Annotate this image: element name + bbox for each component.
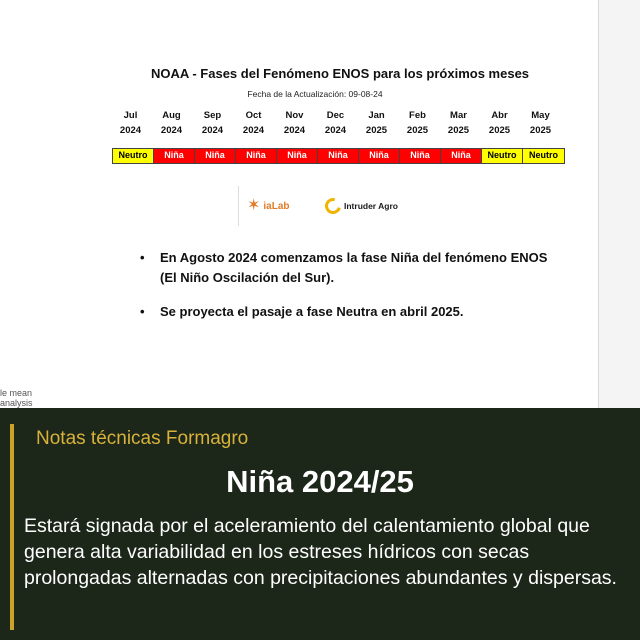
- cropped-caption-line: analysis: [0, 398, 33, 408]
- year-label: 2025: [406, 125, 429, 136]
- bullet-item: [140, 248, 560, 288]
- bullet-text: Se proyecta el pasaje a fase Neutra en abril 2025.: [160, 304, 464, 319]
- bullet-item: [140, 302, 560, 322]
- intruder-logo-text: Intruder Agro: [344, 201, 398, 211]
- month-label: Abr: [491, 110, 508, 121]
- phase-row: [112, 148, 565, 164]
- slide-side-panel: [599, 0, 640, 408]
- ialab-star-icon: ✶: [247, 197, 261, 214]
- month-header-row: [110, 108, 561, 138]
- month-label: Mar: [450, 110, 467, 121]
- month-column: [397, 108, 438, 138]
- intruder-agro-logo: [325, 198, 398, 214]
- year-label: 2025: [488, 125, 511, 136]
- accent-bar: [10, 424, 14, 630]
- month-column: [151, 108, 192, 138]
- panel-title: Niña 2024/25: [226, 464, 414, 499]
- intruder-arc-icon: [322, 195, 344, 217]
- slide-title: NOAA - Fases del Fenómeno ENOS para los próximos meses: [150, 66, 530, 81]
- logos-row: [238, 186, 418, 226]
- month-label: Aug: [162, 110, 181, 121]
- year-label: 2024: [201, 125, 224, 136]
- phase-cell: Niña: [154, 149, 195, 163]
- month-column: [233, 108, 274, 138]
- year-label: 2024: [242, 125, 265, 136]
- year-label: 2024: [119, 125, 142, 136]
- ialab-logo-text: iaLab: [263, 200, 290, 212]
- phase-cell: Neutro: [482, 149, 523, 163]
- ialab-logo: [247, 198, 290, 214]
- month-label: Sep: [203, 110, 222, 121]
- month-column: [110, 108, 151, 138]
- bullet-text: En Agosto 2024 comenzamos la fase Niña del fenómeno ENOS (El Niño Oscilación del Sur).: [160, 250, 548, 285]
- phase-cell: Niña: [318, 149, 359, 163]
- month-label: Dec: [326, 110, 345, 121]
- phase-cell: Niña: [441, 149, 482, 163]
- month-label: Feb: [409, 110, 426, 121]
- year-label: 2025: [365, 125, 388, 136]
- phase-cell: Niña: [359, 149, 400, 163]
- phase-cell: Niña: [277, 149, 318, 163]
- phase-cell: Neutro: [113, 149, 154, 163]
- phase-cell: Niña: [400, 149, 441, 163]
- month-column: [274, 108, 315, 138]
- cropped-caption: [0, 388, 33, 408]
- year-label: 2025: [447, 125, 470, 136]
- year-label: 2025: [529, 125, 552, 136]
- year-label: 2024: [324, 125, 347, 136]
- year-label: 2024: [160, 125, 183, 136]
- month-column: [356, 108, 397, 138]
- update-date: Fecha de la Actualización: 09-08-24: [247, 89, 383, 99]
- month-label: May: [531, 110, 550, 121]
- bullet-list: [140, 248, 560, 336]
- month-column: [192, 108, 233, 138]
- bullet-dot-icon: •: [140, 250, 145, 265]
- bullet-dot-icon: •: [140, 304, 145, 319]
- month-column: [479, 108, 520, 138]
- month-column: [438, 108, 479, 138]
- month-label: Oct: [245, 110, 262, 121]
- phase-cell: Niña: [195, 149, 236, 163]
- month-label: Nov: [285, 110, 304, 121]
- panel-body: Estará signada por el aceleramiento del calentamiento global que genera alta variabilidad en los estreses hídricos con secas prolongadas alternadas con precipitaciones abundantes y dispersas.: [24, 515, 617, 589]
- phase-cell: Neutro: [523, 149, 564, 163]
- month-column: [520, 108, 561, 138]
- cropped-caption-line: le mean: [0, 388, 33, 398]
- year-label: 2024: [283, 125, 306, 136]
- month-label: Jul: [123, 110, 138, 121]
- month-label: Jan: [368, 110, 385, 121]
- phase-cell: Niña: [236, 149, 277, 163]
- notes-panel: [0, 408, 640, 640]
- month-column: [315, 108, 356, 138]
- panel-kicker: Notas técnicas Formagro: [36, 428, 249, 449]
